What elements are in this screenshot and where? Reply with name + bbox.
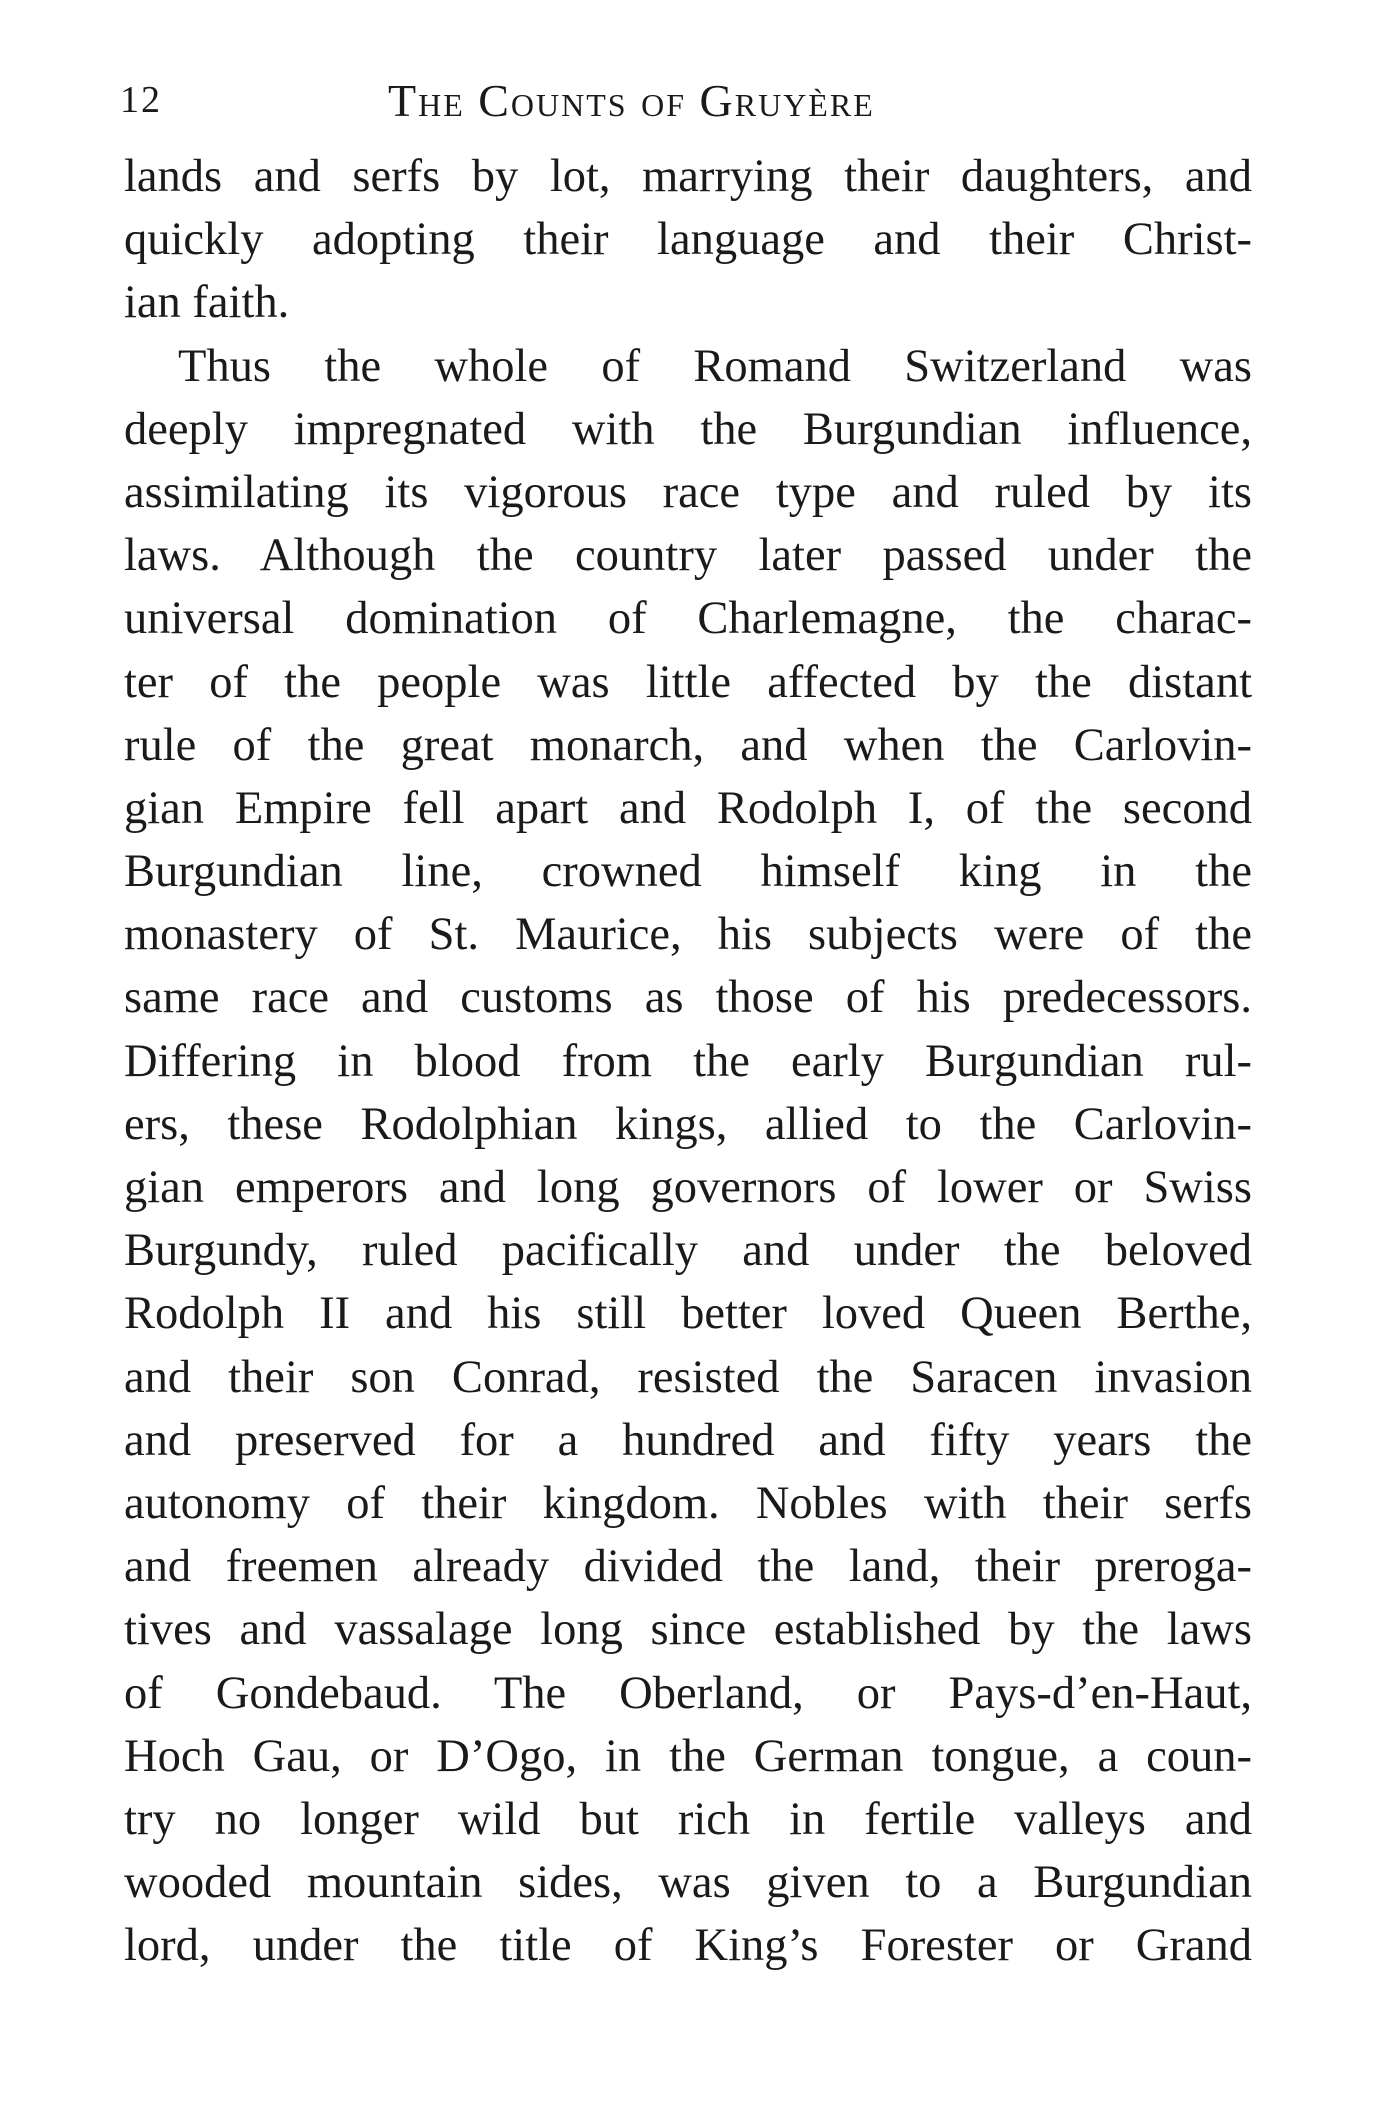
text-line: Hoch Gau, or D’Ogo, in the German tongue, a coun-	[124, 1730, 1252, 1782]
text-line: Differing in blood from the early Burgundian rul-	[124, 1035, 1252, 1087]
text-line: ian faith.	[124, 277, 290, 329]
text-line: deeply impregnated with the Burgundian influence,	[124, 403, 1252, 455]
text-line: quickly adopting their language and their Christ-	[124, 214, 1252, 266]
running-head	[120, 75, 1250, 138]
body-text	[124, 145, 1252, 1977]
text-line: monastery of St. Maurice, his subjects were of the	[124, 909, 1252, 961]
text-line: universal domination of Charlemagne, the charac-	[124, 593, 1252, 645]
text-line: wooded mountain sides, was given to a Burgundian	[124, 1857, 1252, 1909]
text-line: Burgundian line, crowned himself king in the	[124, 846, 1252, 898]
text-line: and their son Conrad, resisted the Saracen invasion	[124, 1351, 1252, 1403]
text-line: lands and serfs by lot, marrying their daughters, and	[124, 151, 1252, 202]
text-line: and preserved for a hundred and fifty years the	[124, 1414, 1252, 1466]
text-line: lord, under the title of King’s Forester or Grand	[124, 1920, 1252, 1972]
text-line: Thus the whole of Romand Switzerland was	[178, 340, 1252, 392]
page-number: 12	[120, 79, 162, 121]
text-line: tives and vassalage long since established by the laws	[124, 1604, 1252, 1656]
running-title: The Counts of Gruyère	[388, 75, 875, 126]
text-line: laws. Although the country later passed under the	[124, 530, 1252, 582]
text-line: Burgundy, ruled pacifically and under the beloved	[124, 1225, 1252, 1277]
text-line: gian Empire fell apart and Rodolph I, of the second	[124, 782, 1252, 834]
text-line: assimilating its vigorous race type and ruled by its	[124, 466, 1252, 518]
text-line: ter of the people was little affected by the distant	[124, 656, 1252, 708]
text-line: same race and customs as those of his predecessors.	[124, 972, 1252, 1024]
text-line: rule of the great monarch, and when the Carlovin-	[124, 719, 1252, 771]
text-line: try no longer wild but rich in fertile valleys and	[124, 1793, 1252, 1845]
text-line: of Gondebaud. The Oberland, or Pays-d’en-Haut,	[124, 1667, 1252, 1719]
text-line: Rodolph II and his still better loved Queen Berthe,	[124, 1288, 1252, 1340]
text-line: gian emperors and long governors of lower or Swiss	[124, 1162, 1252, 1213]
text-line: and freemen already divided the land, their preroga-	[124, 1541, 1252, 1593]
text-line: autonomy of their kingdom. Nobles with their serfs	[124, 1477, 1252, 1529]
text-line: ers, these Rodolphian kings, allied to the Carlovin-	[124, 1098, 1252, 1150]
